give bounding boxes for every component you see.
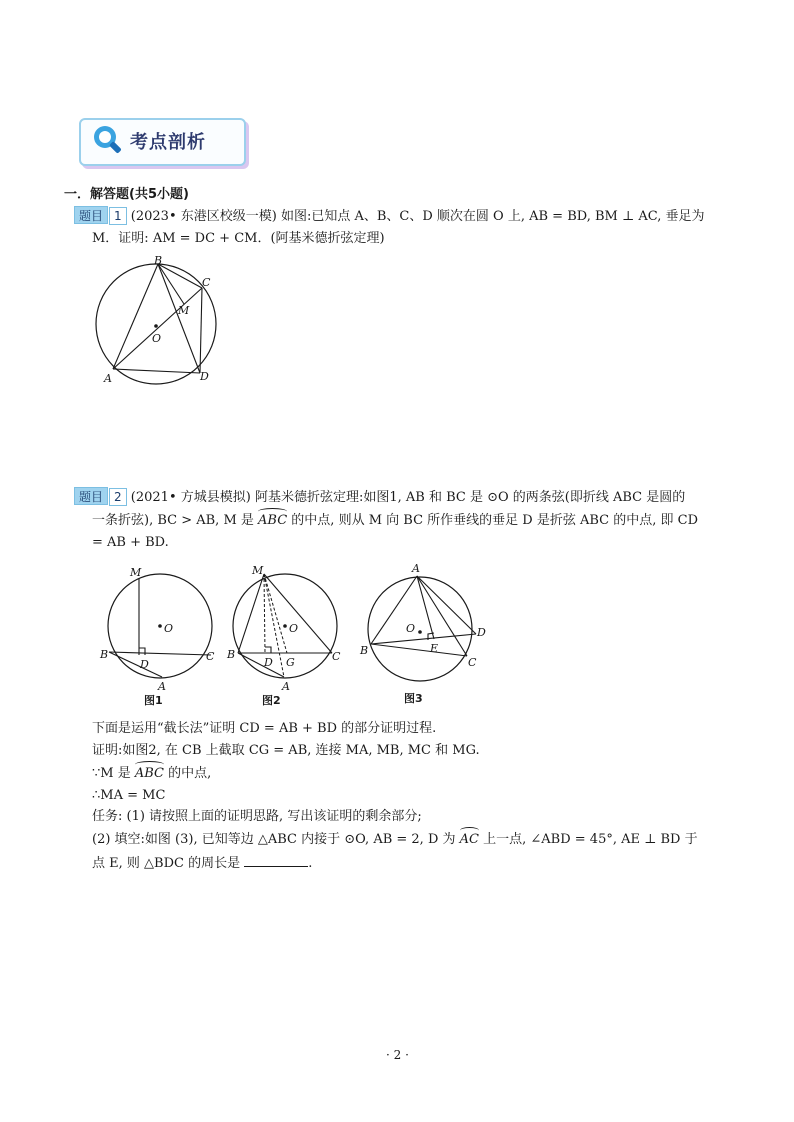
fig1-label-A: A [158,680,166,693]
fig3-label-B: B [360,644,369,657]
q1-label-M: M [178,304,190,317]
q1-tag: 题目 [74,206,108,224]
q2-figure-2 [224,556,354,710]
q2-text-1: (2021• 方城县模拟) 阿基米德折弦定理:如图1, AB 和 BC 是 ⊙O 的两条弦(即折线 ABC 是圆的 [130,490,686,505]
fig1-label-O: O [164,622,174,635]
q2-p3: ∵M 是 ABC 的中点, [92,763,211,785]
q1-line2: M．证明: AM = DC + CM．(阿基米德折弦定理) [92,231,385,246]
q2-line1 [74,487,685,509]
q1-label-A: A [104,372,112,385]
badge-title: 考点剖析 [130,132,206,153]
fig2-label-A: A [282,680,290,693]
q2-line2: 一条折弦), BC > AB, M 是 ABC 的中点, 则从 M 向 BC 所作垂线的垂足 D 是折弦 ABC 的中点, 即 CD [92,510,698,532]
page-number: · 2 · [386,1048,409,1062]
fig3-caption: 图3 [404,692,423,705]
q2-number: 2 [109,488,127,506]
fig1-caption: 图1 [144,694,163,707]
fig2-caption: 图2 [262,694,281,707]
q1-text-1: (2023• 东港区校级一模) 如图:已知点 A、B、C、D 顺次在圆 O 上, AB = BD, BM ⊥ AC, 垂足为 [130,209,705,224]
arc-ABC: ABC [258,510,287,532]
arc-AC: AC [460,829,479,851]
fig2-label-G: G [286,656,295,669]
q2-figure-1 [92,556,242,710]
fig2-label-C: C [332,650,341,663]
fig1-label-B: B [100,648,109,661]
q1-label-O: O [152,332,162,345]
q1-label-B: B [154,254,163,267]
q2-p1: 下面是运用“截长法”证明 CD = AB + BD 的部分证明过程. [92,721,437,736]
fig1-label-C: C [206,650,215,663]
fig3-label-E: E [430,642,439,655]
search-icon [90,122,126,158]
q2-p4: ∴MA = MC [92,788,166,803]
answer-blank[interactable] [244,852,308,867]
q1-label-D: D [200,370,209,383]
fig2-label-D: D [264,656,273,669]
q2-p6: (2) 填空:如图 (3), 已知等边 △ABC 内接于 ⊙O, AB = 2, D 为 AC 上一点, ∠ABD = 45°, AE ⊥ BD 于 [92,829,698,851]
q1-line1 [74,206,704,228]
q2-p7: 点 E, 则 △BDC 的周长是 . [92,852,312,875]
fig3-label-D: D [477,626,486,639]
q1-label-C: C [202,276,211,289]
fig2-label-O: O [289,622,299,635]
fig3-label-A: A [412,562,420,575]
fig2-label-B: B [227,648,236,661]
section-title: 一．解答题(共5小题) [64,187,189,202]
fig2-label-M: M [252,564,264,577]
q1-number: 1 [109,207,127,225]
q2-p5: 任务: (1) 请按照上面的证明思路, 写出该证明的剩余部分; [92,809,422,824]
arc-ABC-2: ABC [135,763,164,785]
q2-p2: 证明:如图2, 在 CB 上截取 CG = AB, 连接 MA, MB, MC 和 MG. [92,743,480,758]
fig3-label-O: O [406,622,416,635]
fig1-label-M: M [130,566,142,579]
q2-tag: 题目 [74,487,108,505]
q2-line3: = AB + BD. [92,535,169,550]
q2-figure-3 [354,556,494,710]
fig1-label-D: D [140,658,149,671]
fig3-label-C: C [468,656,477,669]
q1-figure [90,250,230,390]
